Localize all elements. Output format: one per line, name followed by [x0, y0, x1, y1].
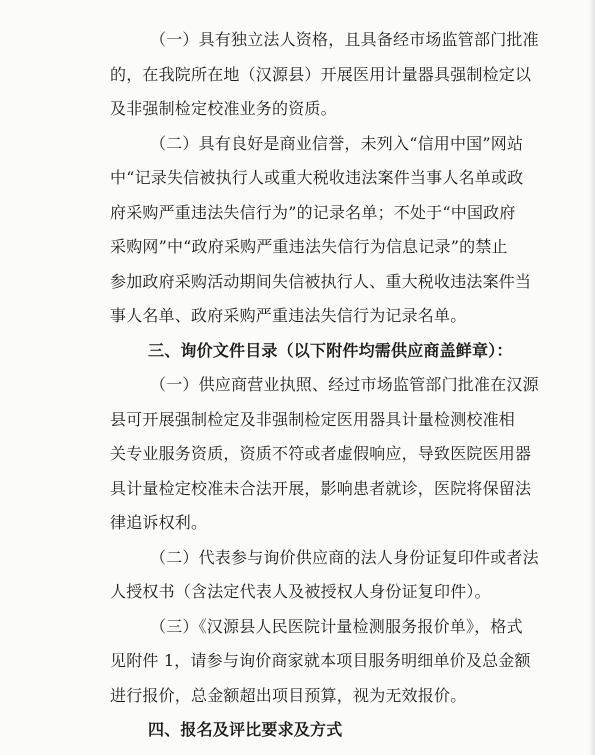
text-line: 进行报价，总金额超出项目预算，视为无效报价。: [110, 685, 467, 705]
text-line: 见附件 1，请参与询价商家就本项目服务明细单价及总金额: [110, 651, 531, 670]
text-line: 参加政府采购活动期间失信被执行人、重大税收违法案件当: [110, 271, 532, 291]
text-line: （一）供应商营业执照、经过市场监管部门批准在汉源: [150, 375, 539, 394]
text-line: 县可开展强制检定及非强制检定医用器具计量检测校准相: [110, 409, 516, 429]
text-line: 府采购严重违法失信行为”的记录名单；不处于“中国政府: [110, 202, 516, 222]
section-heading: 四、报名及评比要求及方式: [148, 720, 343, 739]
text-line: 律追诉权利。: [110, 513, 208, 532]
text-line: （一）具有独立法人资格，且具备经市场监管部门批准: [150, 30, 539, 49]
text-line: 具计量检定校准未合法开展，影响患者就诊，医院将保留法: [110, 478, 532, 498]
text-line: （三）《汉源县人民医院计量检测服务报价单》，格式: [150, 616, 523, 636]
text-line: 中“记录失信被执行人或重大税收违法案件当事人名单或政: [110, 168, 524, 187]
page-edge-shadow: [589, 0, 595, 755]
text-line: （二）具有良好是商业信誉，未列入“信用中国”网站: [150, 133, 524, 153]
text-line: 事人名单、政府采购严重违法失信行为记录名单。: [110, 306, 467, 325]
text-line: 关专业服务资质，资质不符或者虚假响应，导致医院医用器: [110, 444, 532, 463]
text-line: （二）代表参与询价供应商的法人身份证复印件或者法: [150, 547, 539, 567]
text-line: 人授权书（含法定代表人及被授权人身份证复印件）。: [110, 582, 491, 601]
section-heading: 三、询价文件目录（以下附件均需供应商盖鲜章）：: [148, 340, 513, 360]
text-line: 及非强制检定校准业务的资质。: [110, 99, 337, 118]
text-line: 采购网”中“政府采购严重违法失信行为信息记录”的禁止: [110, 237, 508, 256]
text-line: 的，在我院所在地（汉源县）开展医用计量器具强制检定以: [110, 64, 532, 84]
